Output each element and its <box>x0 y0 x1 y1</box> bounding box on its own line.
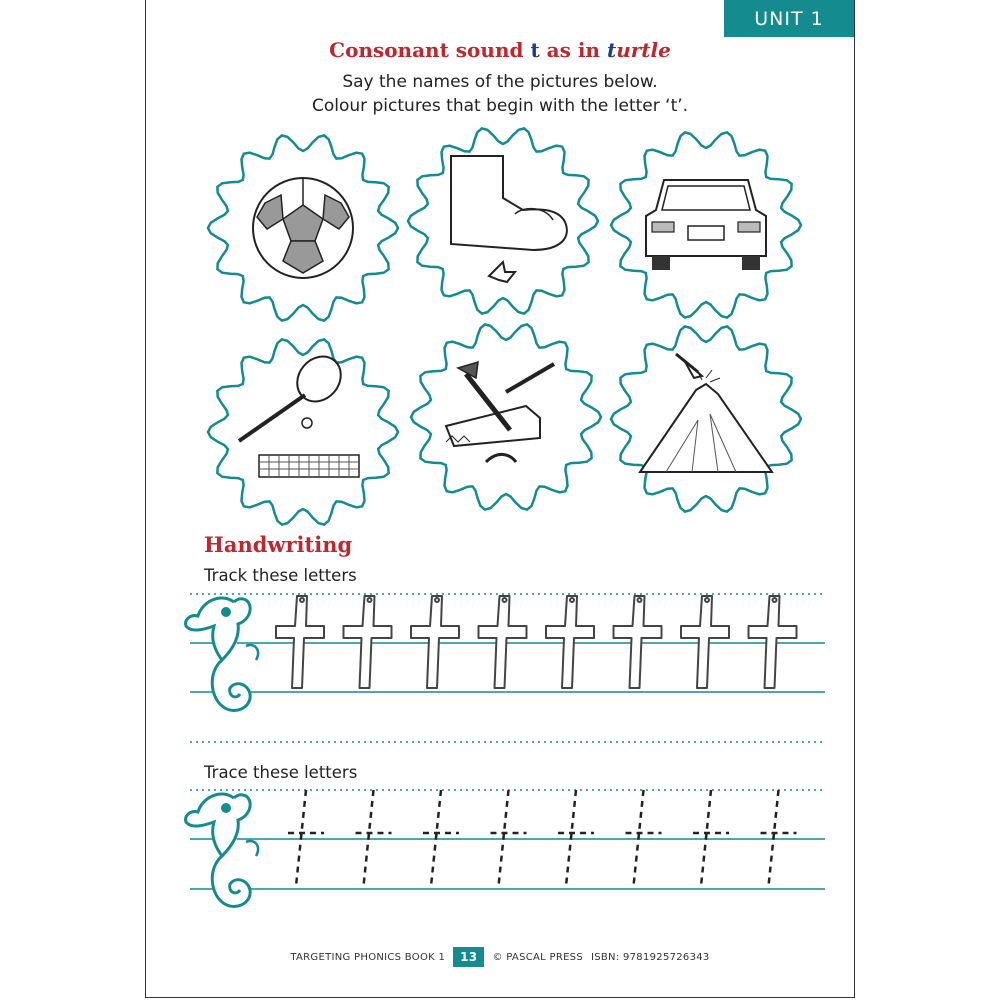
footer-publisher: © PASCAL PRESS <box>492 951 583 963</box>
trace-letter-t-row <box>288 790 797 886</box>
track-letter-t <box>546 596 594 688</box>
track-start-dot <box>638 598 642 602</box>
track-start-dot <box>570 598 574 602</box>
track-start-dot <box>503 598 507 602</box>
trace-letter-t-stem <box>634 790 644 886</box>
trace-letter-t-stem <box>364 790 374 886</box>
track-letter-t <box>344 596 392 688</box>
instruction-line-1: Say the names of the pictures below. <box>342 72 658 92</box>
trace-letter-t-stem <box>701 790 711 886</box>
tennis-racquet-icon[interactable] <box>203 337 403 537</box>
footer-book-title: TARGETING PHONICS BOOK 1 <box>290 951 446 963</box>
track-letter-t <box>749 596 797 688</box>
page-footer <box>145 946 855 968</box>
track-start-dot <box>368 598 372 602</box>
track-letter-t <box>479 596 527 688</box>
trace-letter-t-stem <box>296 790 306 886</box>
unit-tab: UNIT 1 <box>724 0 854 37</box>
mountain-top-icon[interactable] <box>606 324 806 524</box>
track-start-dot <box>435 598 439 602</box>
track-letter-t-row <box>276 596 797 688</box>
trace-letter-t-stem <box>566 790 576 886</box>
page-title <box>145 38 855 62</box>
trace-writing-lines <box>190 790 825 920</box>
track-start-dot <box>773 598 777 602</box>
handwriting-practice-area <box>180 580 830 920</box>
page-number: 13 <box>453 947 484 967</box>
track-letter-t <box>276 596 324 688</box>
tools-icon[interactable] <box>406 322 606 522</box>
footer-isbn: ISBN: 9781925726343 <box>590 951 710 963</box>
title-part1: Consonant sound <box>329 38 531 62</box>
title-letter: t <box>530 38 540 62</box>
handwriting-heading: Handwriting <box>204 532 353 557</box>
instruction-line-2: Colour pictures that begin with the letter ‘t’. <box>311 96 689 116</box>
track-start-dot <box>300 598 304 602</box>
title-part2: as in <box>539 38 607 62</box>
track-letter-t <box>411 596 459 688</box>
car-icon[interactable] <box>606 130 806 330</box>
track-start-dot <box>705 598 709 602</box>
track-letter-t <box>681 596 729 688</box>
trace-letter-t-stem <box>769 790 779 886</box>
title-word-rest: urtle <box>616 38 671 62</box>
trace-letter-t-stem <box>499 790 509 886</box>
trace-label: Trace these letters <box>204 763 358 782</box>
title-word-t: t <box>606 38 617 62</box>
track-letter-t <box>614 596 662 688</box>
seahorse-icon <box>186 598 258 711</box>
track-label: Track these letters <box>204 566 357 585</box>
toe-icon[interactable] <box>403 126 603 326</box>
trace-letter-t-stem <box>431 790 441 886</box>
soccer-ball-icon[interactable] <box>203 133 403 333</box>
